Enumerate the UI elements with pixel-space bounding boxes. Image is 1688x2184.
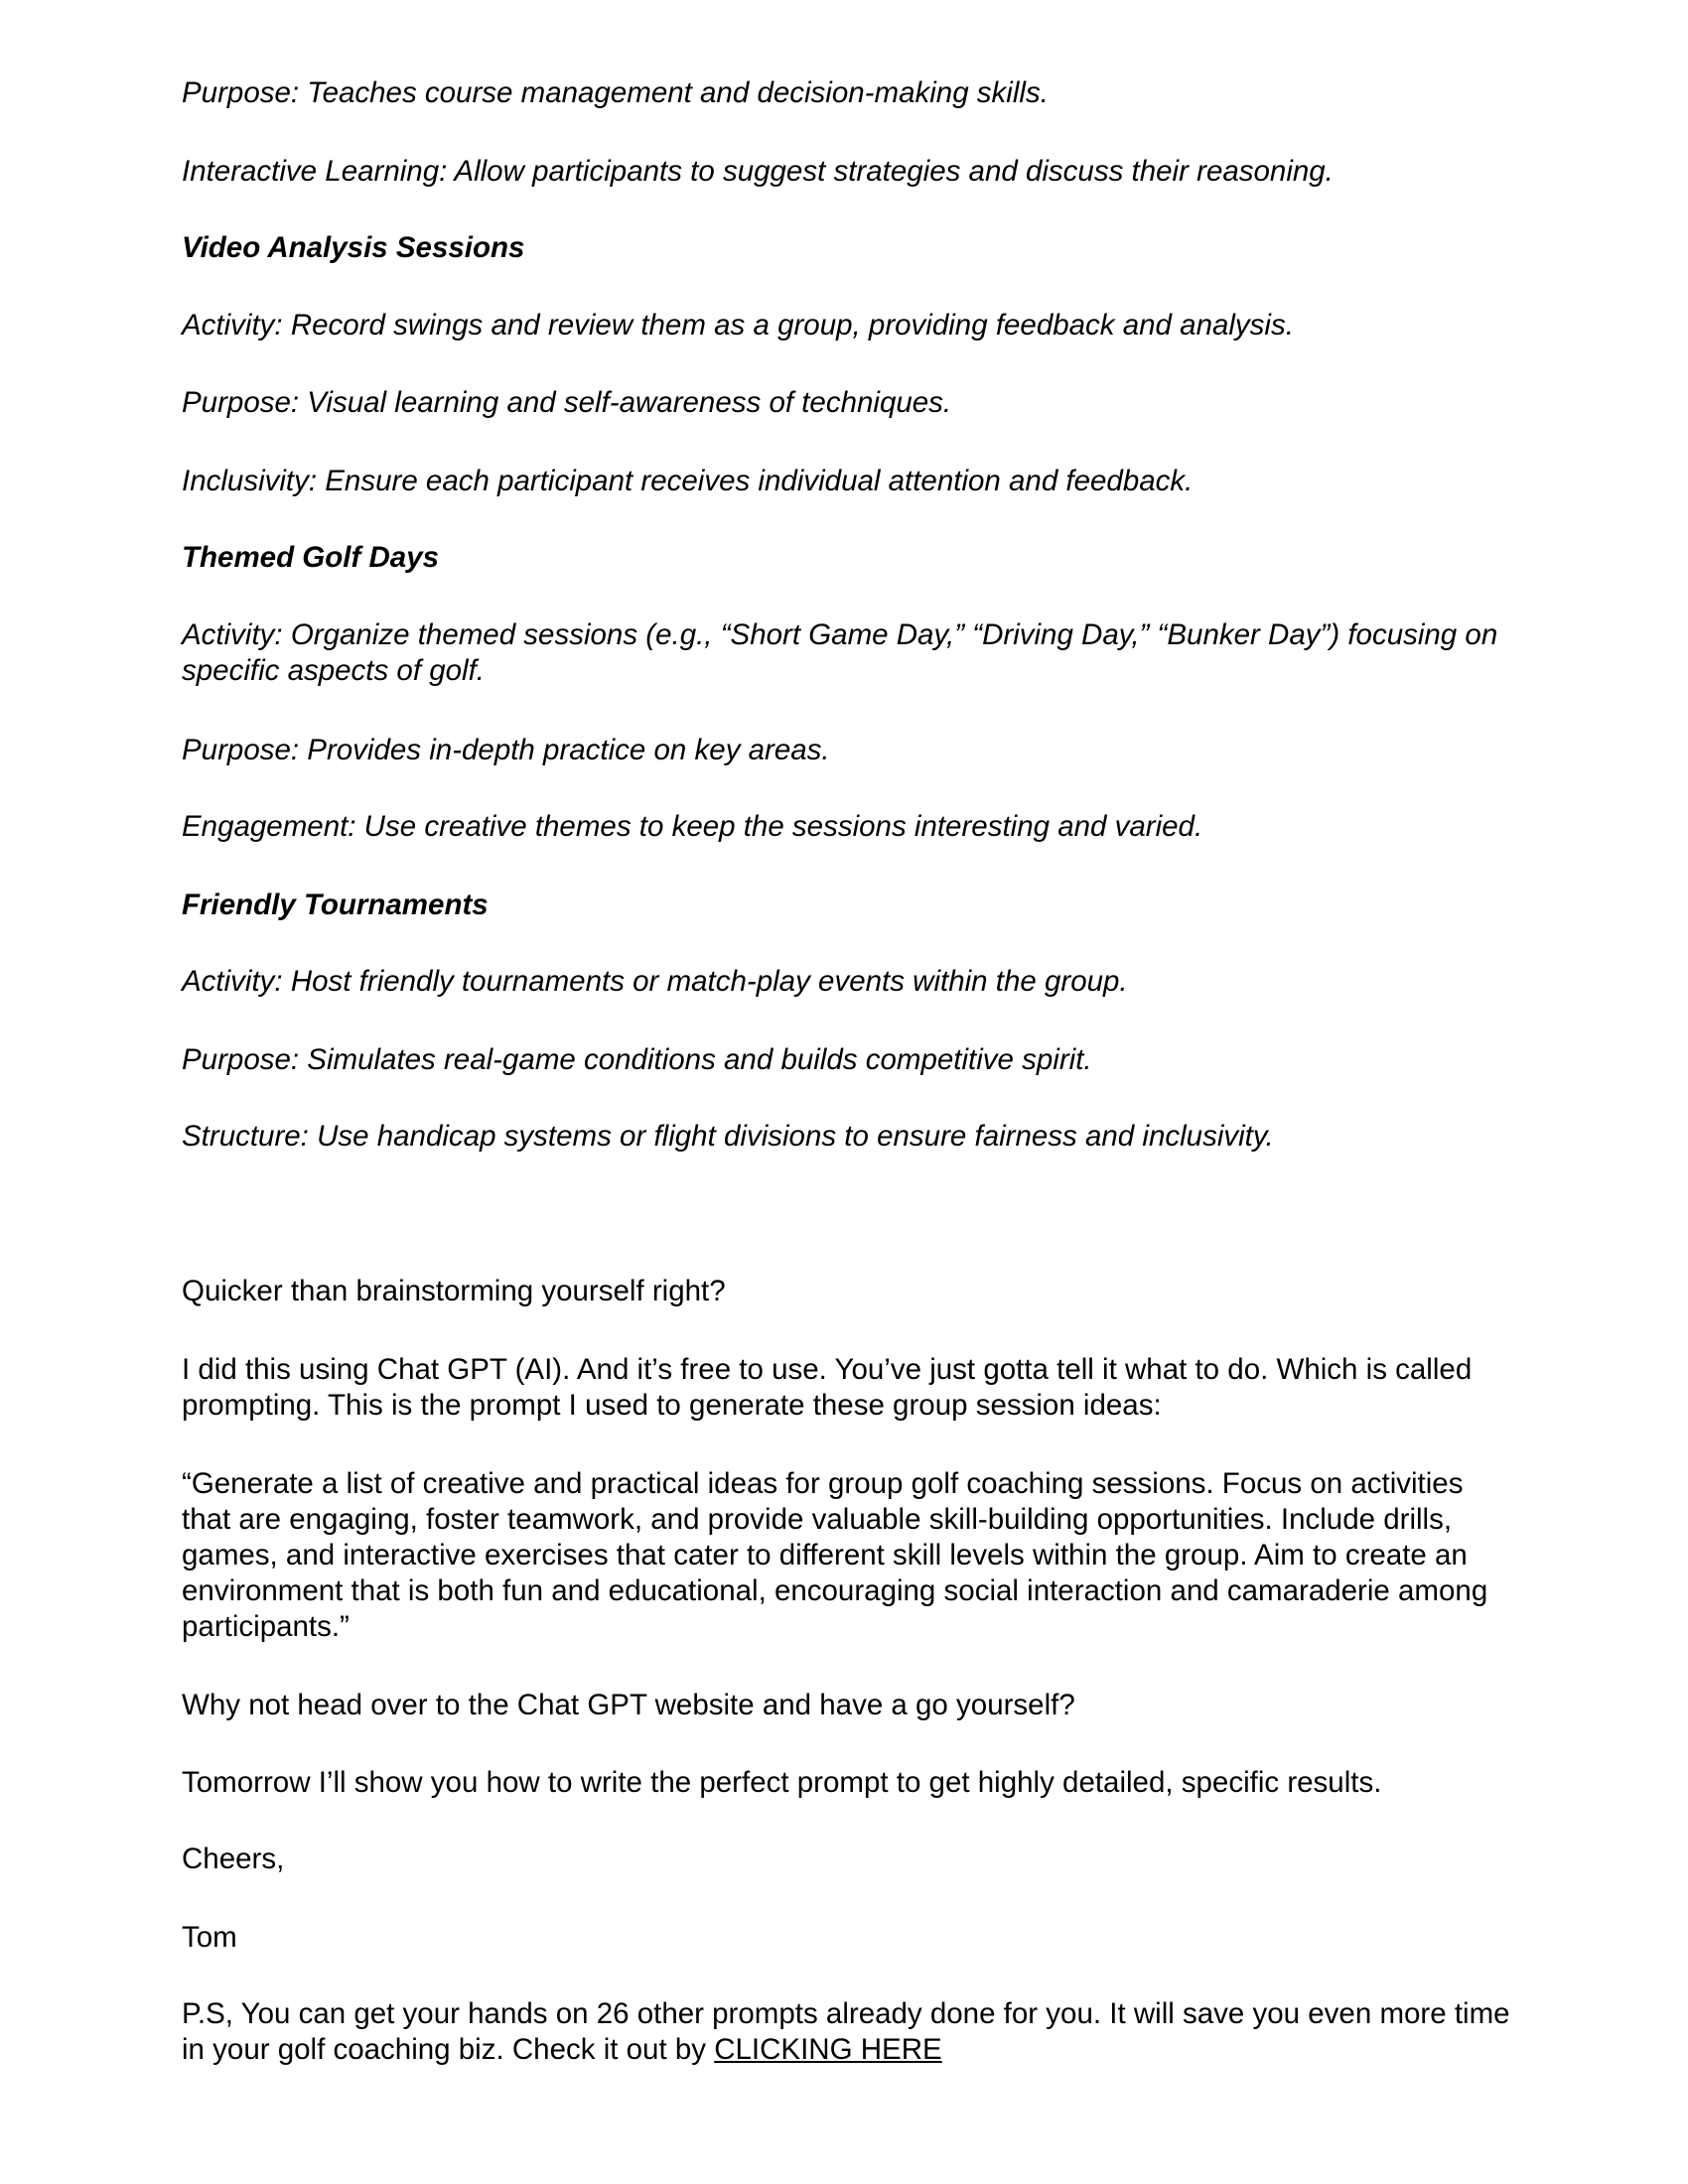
tournaments-purpose: Purpose: Simulates real-game conditions and builds competitive spirit. (182, 1043, 1092, 1076)
quicker-line: Quicker than brainstorming yourself right? (182, 1275, 726, 1307)
course-strategy-interactive: Interactive Learning: Allow participants to suggest strategies and discuss their reasoning. (182, 155, 1334, 188)
tomorrow-line: Tomorrow I’ll show you how to write the perfect prompt to get highly detailed, specific results. (182, 1766, 1382, 1799)
course-strategy-purpose: Purpose: Teaches course management and decision-making skills. (182, 76, 1049, 109)
prompt-quote: “Generate a list of creative and practical ideas for group golf coaching sessions. Focus on activities that are engaging, foster teamwork, and provide valuable skill-building opportunities. Include drills, games, and interactive exercises that cater to different skill levels within the group. Aim to create an environment that is both fun and educational, encouraging social interaction and camaraderie among participants.” (182, 1467, 1488, 1643)
video-analysis-inclusivity: Inclusivity: Ensure each participant receives individual attention and feedback. (182, 465, 1194, 497)
tournaments-activity: Activity: Host friendly tournaments or match-play events within the group. (182, 965, 1128, 998)
document-page (182, 0, 1512, 2184)
themed-days-heading: Themed Golf Days (182, 541, 440, 574)
tournaments-heading: Friendly Tournaments (182, 888, 489, 921)
clicking-here-link[interactable]: CLICKING HERE (714, 2033, 942, 2066)
ps-paragraph (182, 1996, 1512, 2068)
tournaments-structure: Structure: Use handicap systems or flight divisions to ensure fairness and inclusivity. (182, 1120, 1274, 1153)
video-analysis-heading: Video Analysis Sessions (182, 231, 525, 264)
why-not-line: Why not head over to the Chat GPT website and have a go yourself? (182, 1689, 1075, 1721)
video-analysis-purpose: Purpose: Visual learning and self-awareness of techniques. (182, 386, 952, 419)
ps-text: P.S, You can get your hands on 26 other prompts already done for you. It will save you even more time in your golf coaching biz. Check it out by (182, 1997, 1510, 2066)
themed-days-activity: Activity: Organize themed sessions (e.g., “Short Game Day,” “Driving Day,” “Bunker Day”) focusing on specific aspects of golf. (182, 618, 1498, 687)
sign-off: Cheers, (182, 1843, 285, 1875)
themed-days-purpose: Purpose: Provides in-depth practice on key areas. (182, 734, 830, 766)
video-analysis-activity: Activity: Record swings and review them as a group, providing feedback and analysis. (182, 309, 1294, 341)
chatgpt-paragraph: I did this using Chat GPT (AI). And it’s free to use. You’ve just gotta tell it what to do. Which is called prompting. This is the prompt I used to generate these group session ideas: (182, 1353, 1473, 1422)
themed-days-engagement: Engagement: Use creative themes to keep the sessions interesting and varied. (182, 810, 1203, 843)
signature: Tom (182, 1921, 237, 1954)
